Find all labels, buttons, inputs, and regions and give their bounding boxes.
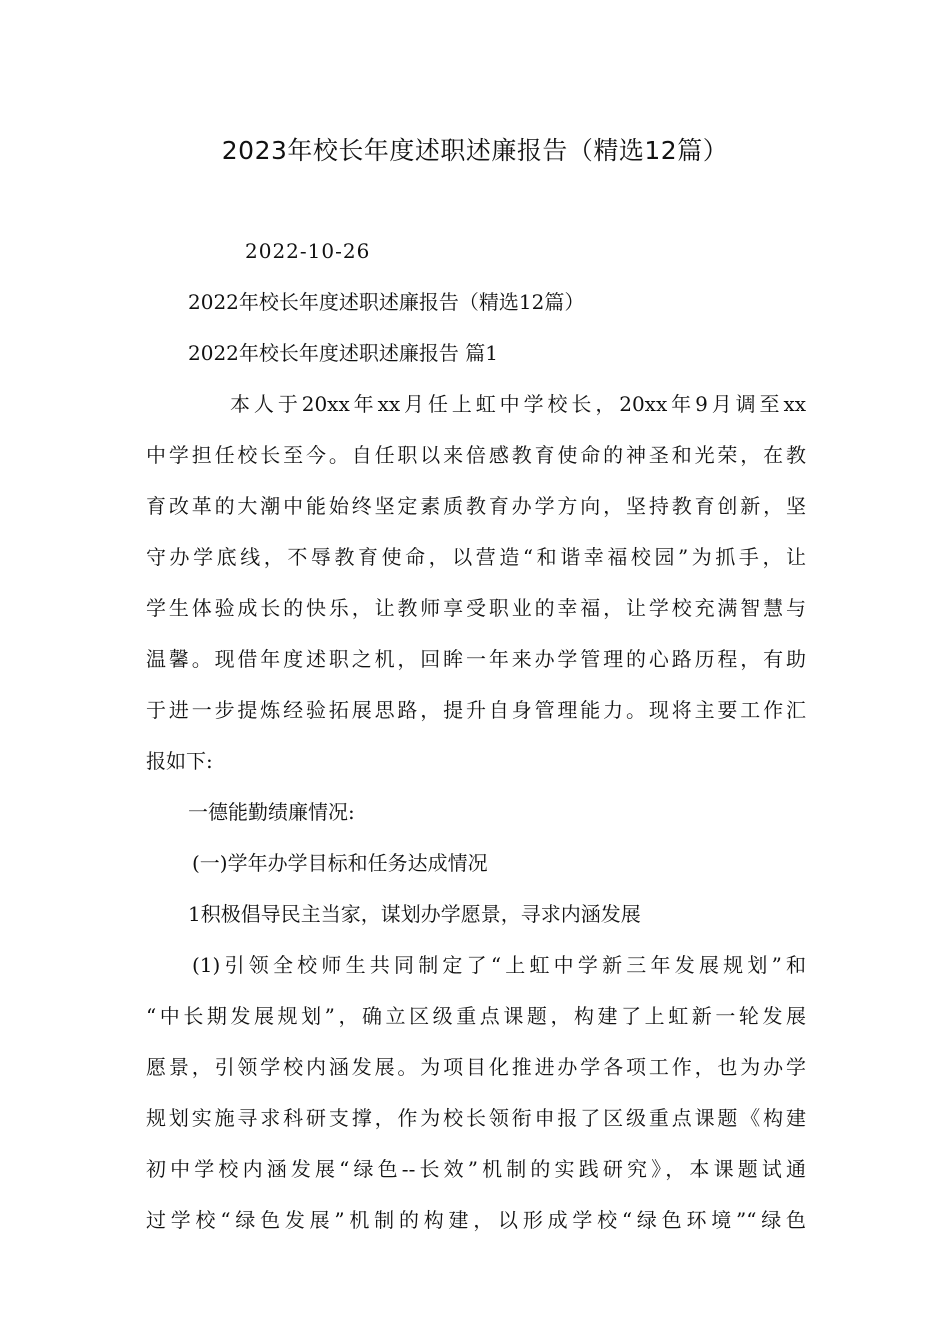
body-line: 守办学底线，不辱教育使命，以营造“和谐幸福校园”为抓手，让 [146, 545, 806, 569]
item-heading: 1积极倡导民主当家，谋划办学愿景，寻求内涵发展 [188, 902, 641, 926]
document-title: 2023年校长年度述职述廉报告（精选12篇） [221, 136, 729, 165]
body-line: 规划实施寻求科研支撑，作为校长领衔申报了区级重点课题《构建 [146, 1106, 806, 1130]
body-line: 报如下: [146, 749, 213, 773]
body-line: (1)引领全校师生共同制定了“上虹中学新三年发展规划”和 [192, 953, 806, 977]
section-heading: 一德能勤绩廉情况: [188, 800, 355, 824]
body-line: 本人于20xx年xx月任上虹中学校长，20xx年9月调至xx [230, 392, 806, 416]
part-heading: 2022年校长年度述职述廉报告 篇1 [188, 341, 498, 365]
subsection-heading: (一)学年办学目标和任务达成情况 [192, 851, 488, 875]
collection-heading: 2022年校长年度述职述廉报告（精选12篇） [188, 290, 585, 314]
body-line: “中长期发展规划”，确立区级重点课题，构建了上虹新一轮发展 [146, 1004, 806, 1028]
body-line: 愿景，引领学校内涵发展。为项目化推进办学各项工作，也为办学 [146, 1055, 806, 1079]
document-date: 2022-10-26 [245, 239, 371, 263]
body-line: 过学校“绿色发展”机制的构建，以形成学校“绿色环境”“绿色 [146, 1208, 806, 1232]
body-line: 中学担任校长至今。自任职以来倍感教育使命的神圣和光荣，在教 [146, 443, 806, 467]
body-line: 育改革的大潮中能始终坚定素质教育办学方向，坚持教育创新，坚 [146, 494, 806, 518]
body-line: 温馨。现借年度述职之机，回眸一年来办学管理的心路历程，有助 [146, 647, 806, 671]
body-line: 学生体验成长的快乐，让教师享受职业的幸福，让学校充满智慧与 [146, 596, 806, 620]
body-line: 初中学校内涵发展“绿色--长效”机制的实践研究》，本课题试通 [146, 1157, 806, 1181]
body-line: 于进一步提炼经验拓展思路，提升自身管理能力。现将主要工作汇 [146, 698, 806, 722]
